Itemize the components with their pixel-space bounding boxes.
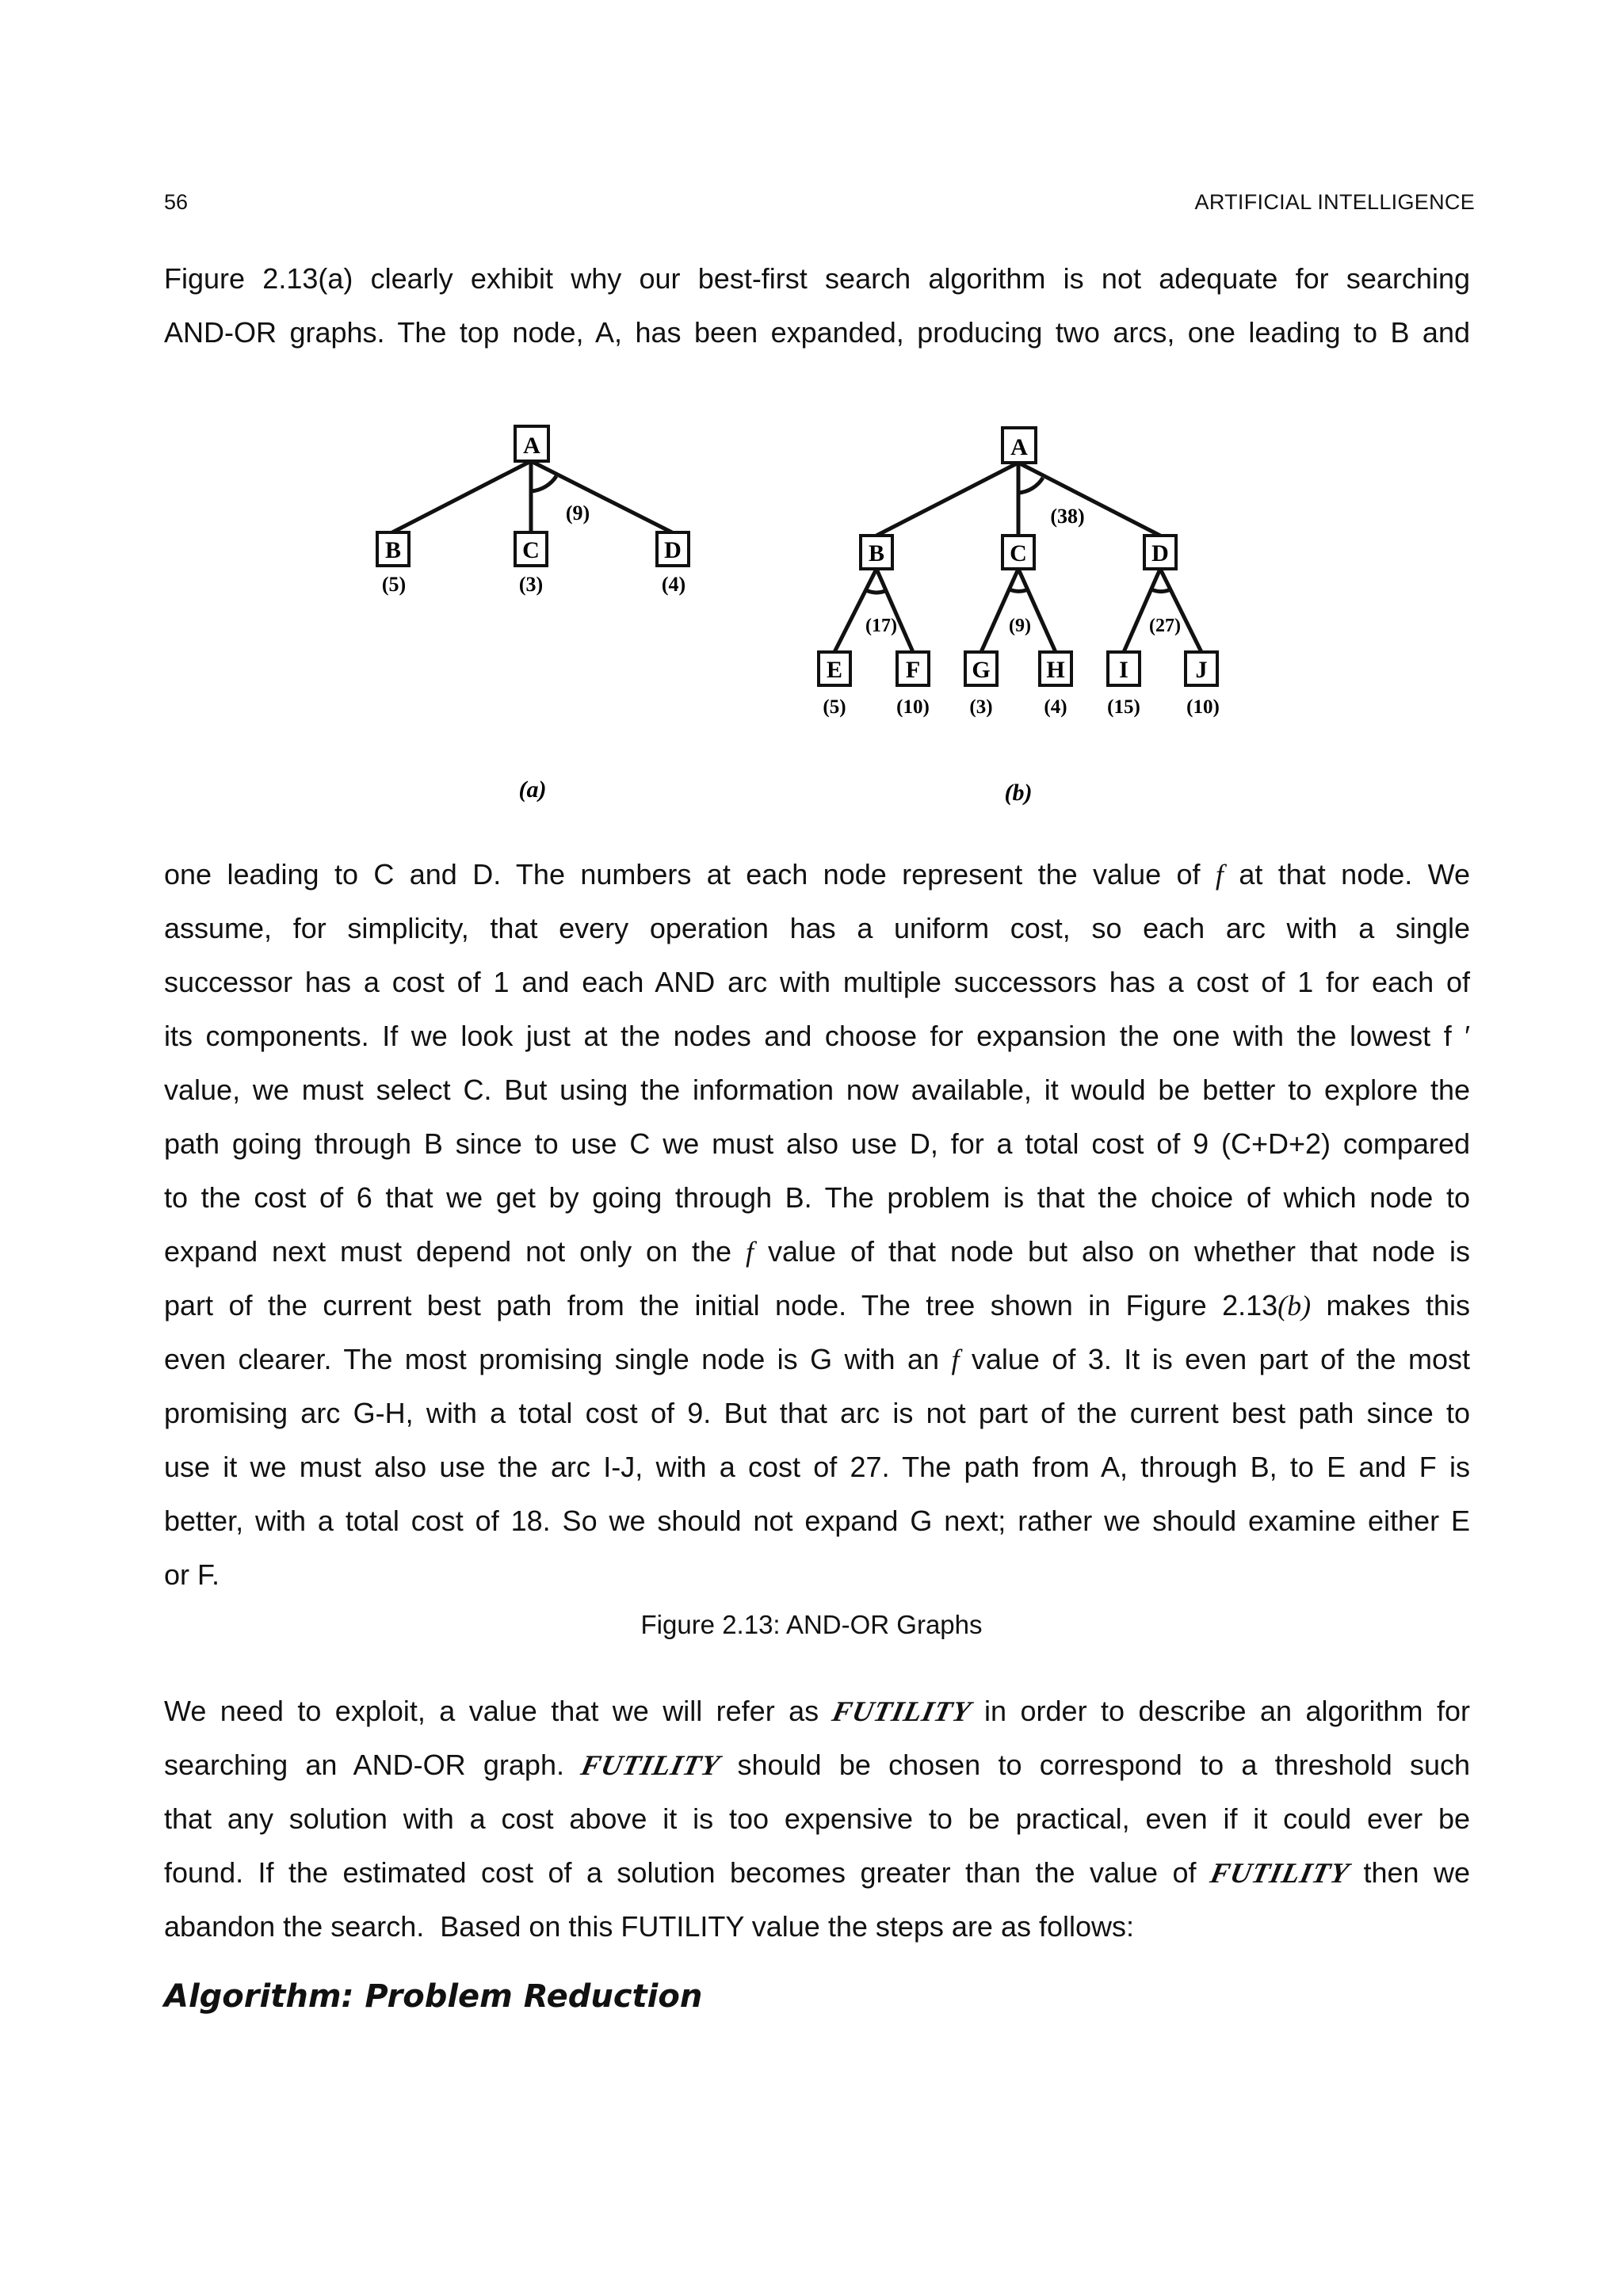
fig-a-arc-cost: (9)	[565, 502, 590, 524]
fig-b-node-H	[1040, 652, 1071, 685]
node-label: A	[523, 433, 540, 459]
figure-caption: Figure 2.13: AND-OR Graphs	[640, 1610, 983, 1639]
text-line: to the cost of 6 that we get by going through B. The problem is that the choice of which node to	[164, 1181, 1470, 1214]
text-line: searching an AND-OR graph. FUTILITY should be chosen to correspond to a threshold such	[164, 1738, 1470, 1792]
futility-term: FUTILITY	[1207, 1857, 1353, 1889]
fig-a-value-C: (3)	[518, 573, 544, 596]
fig-b-arc-cost-GH: (9)	[1009, 616, 1031, 636]
text-line: found. If the estimated cost of a solution becomes greater than the value of FUTILITY then we	[164, 1846, 1470, 1900]
text-line: one leading to C and D. The numbers at each node represent the value of f at that node. We	[164, 858, 1470, 891]
text-line: better, with a total cost of 18. So we should not expand G next; rather we should examine either E	[164, 1505, 1470, 1537]
f-symbol: f	[1215, 859, 1224, 891]
paragraph-futility	[164, 1684, 1470, 1954]
fig-a-value-B: (5)	[381, 573, 407, 596]
fig-b-node-F	[897, 652, 929, 685]
node-label: F	[905, 657, 921, 683]
text-line: Figure 2.13(a) clearly exhibit why our best-first search algorithm is not adequate for searching	[164, 262, 1470, 295]
node-label: D	[664, 537, 682, 563]
node-label: G	[972, 657, 991, 683]
fig-b-value-G: (3)	[969, 696, 993, 718]
text-line: or F.	[164, 1558, 220, 1591]
node-label: D	[1151, 540, 1169, 566]
page-number: 56	[164, 190, 189, 214]
figure-ref-b: (b)	[1277, 1290, 1312, 1322]
node-label: H	[1046, 657, 1065, 683]
text-line: expand next must depend not only on the f value of that node but also on whether that node is	[164, 1235, 1470, 1268]
fig-b-value-I: (15)	[1107, 696, 1140, 718]
text-line: that any solution with a cost above it is too expensive to be practical, even if it could ever be	[164, 1802, 1470, 1835]
futility-term: FUTILITY	[829, 1695, 974, 1727]
text-line: part of the current best path from the initial node. The tree shown in Figure 2.13(b) makes this	[164, 1289, 1470, 1322]
text-line: promising arc G-H, with a total cost of 9. But that arc is not part of the current best path since to	[164, 1397, 1470, 1429]
futility-term: FUTILITY	[578, 1749, 724, 1781]
node-label: I	[1119, 657, 1128, 683]
f-symbol: f	[951, 1344, 960, 1375]
fig-b-arc-cost-IJ: (27)	[1149, 616, 1181, 636]
text-line: even clearer. The most promising single node is G with an f value of 3. It is even part of the most	[164, 1343, 1470, 1375]
text-line: value, we must select C. But using the information now available, it would be better to explore the	[164, 1074, 1470, 1106]
fig-a-label: (a)	[518, 776, 547, 803]
node-label: A	[1010, 434, 1028, 460]
node-label: B	[384, 537, 402, 563]
fig-b-value-J: (10)	[1186, 696, 1220, 718]
text-line: AND-OR graphs. The top node, A, has been expanded, producing two arcs, one leading to B and	[164, 316, 1470, 349]
fig-b-value-H: (4)	[1044, 696, 1067, 718]
text-line: its components. If we look just at the nodes and choose for expansion the one with the lowest f ′	[164, 1020, 1470, 1052]
fig-b-node-I	[1108, 652, 1140, 685]
text-line: We need to exploit, a value that we will refer as FUTILITY in order to describe an algorithm for	[164, 1684, 1470, 1738]
text-line: use it we must also use the arc I-J, with a cost of 27. The path from A, through B, to E and F is	[164, 1451, 1470, 1483]
text-line: assume, for simplicity, that every operation has a uniform cost, so each arc with a single	[164, 912, 1470, 944]
node-label: C	[522, 537, 540, 563]
fig-b-node-B	[861, 536, 892, 569]
fig-b-value-E: (5)	[823, 696, 846, 718]
and-or-graph-figure	[0, 0, 1623, 832]
fig-a-node-D	[657, 532, 689, 566]
fig-a-node-C	[515, 532, 547, 566]
node-label: J	[1195, 657, 1208, 683]
fig-b-node-C	[1002, 536, 1034, 569]
fig-b-value-F: (10)	[896, 696, 930, 718]
algorithm-heading: Algorithm: Problem Reduction	[164, 1978, 703, 2015]
fig-b-arc-cost-CD: (38)	[1050, 505, 1085, 528]
fig-a-node-B	[377, 532, 409, 566]
text-line: successor has a cost of 1 and each AND arc with multiple successors has a cost of 1 for each of	[164, 966, 1470, 998]
fig-b-node-E	[819, 652, 850, 685]
fig-a-node-A	[515, 426, 548, 461]
node-label: B	[868, 540, 885, 566]
fig-b-arc-cost-EF: (17)	[865, 616, 897, 636]
fig-b-node-G	[965, 652, 997, 685]
fig-b-node-J	[1186, 652, 1217, 685]
running-header: ARTIFICIAL INTELLIGENCE	[1194, 190, 1475, 214]
node-label: E	[826, 657, 843, 683]
text-line: path going through B since to use C we must also use D, for a total cost of 9 (C+D+2) compared	[164, 1127, 1470, 1160]
node-label: C	[1010, 540, 1027, 566]
fig-b-node-A	[1002, 428, 1036, 463]
fig-b-node-D	[1144, 536, 1176, 569]
paragraph-explanation	[164, 848, 1470, 1602]
fig-a-value-D: (4)	[661, 573, 686, 596]
text-line: abandon the search. Based on this FUTILITY value the steps are as follows:	[164, 1910, 1135, 1943]
fig-b-label: (b)	[1004, 780, 1033, 806]
f-symbol: f	[746, 1236, 754, 1268]
